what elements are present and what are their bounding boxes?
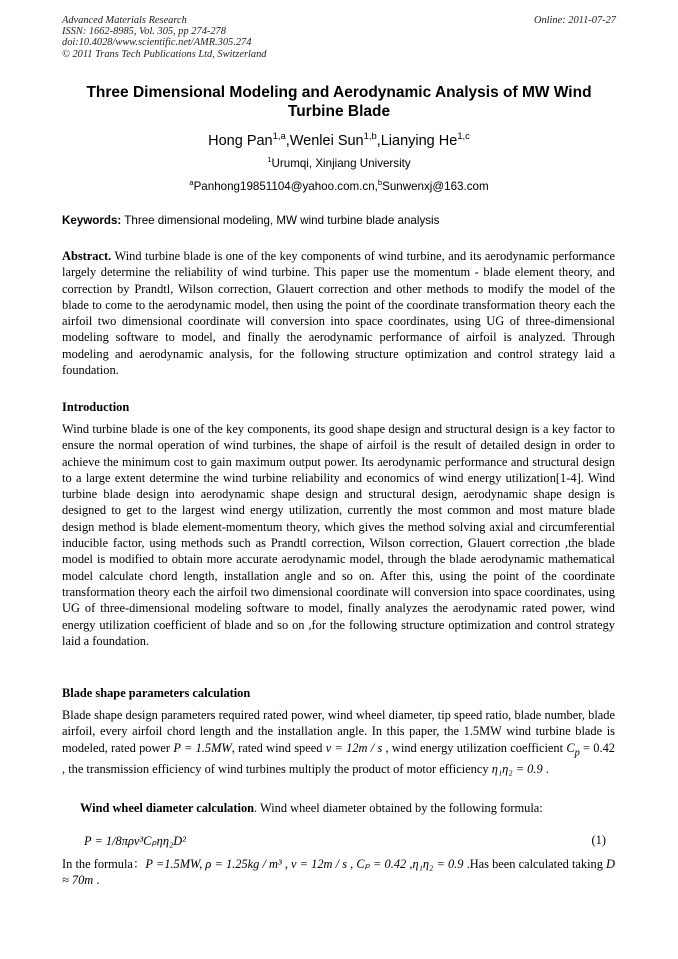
math-inline: C [566,740,575,755]
paper-title: Three Dimensional Modeling and Aerodynamic Analysis of MW Wind Turbine Blade [86,84,592,120]
abstract-text: Wind turbine blade is one of the key components of wind turbine, and its aerodynamic performance largely determine the reliability of wind turbine. This paper use the momentum - blade element theory, and correction by Prandtl, Wilson correction, Glauert correction and other methods to modify the model of the blade to come to the aerodynamic model, then using the point of the coordinate transformation theory each the airfoil two dimensional coordinate will conversion into space coordinates, using UG of three-dimensional modeling software to model, and finally the aerodynamic performance of airfoil is analyzed. Through modeling and aerodynamic analysis, for the following structure optimization and control strategy laid a foundation. [62,249,615,378]
math-inline: η₁η₂ = 0.9 [491,762,543,777]
abstract-label: Abstract. [62,249,112,263]
email-line [0,180,678,193]
blade-text: , rated wind speed [231,740,326,755]
math-inline: v = 12m / s [325,740,383,755]
equation-number: (1) [591,833,606,847]
blade-text: , wind energy utilization coefficient [382,740,567,755]
doi-line[interactable]: doi:10.4028/www.scientific.net/AMR.305.274 [62,37,252,49]
email-sup: b [377,178,383,188]
journal-name: Advanced Materials Research [62,15,187,26]
introduction-heading: Introduction [62,400,130,414]
affiliation [0,157,678,170]
author-name: Lianying He [380,133,458,149]
author-list: Hong Pan$^{1,a}$,Wenlei Sun$^{1,b}$,Lianying He$^{1,c}$ [208,130,470,149]
author-sup: 1,b [363,130,377,142]
issn-line: ISSN: 1662-8985, Vol. 305, pp 274-278 [62,26,226,38]
author-sup: 1,c [457,130,470,142]
diameter-subheading: Wind wheel diameter calculation [80,801,255,815]
math-inline: D ≈ 70m [62,857,615,888]
diameter-subsection [62,800,615,816]
author-name: Wenlei Sun [289,133,364,149]
abstract [62,248,615,378]
diameter-text: . Wind wheel diameter obtained by the following formula: [254,801,543,815]
journal-header [62,15,266,60]
affiliation-sup: 1 [267,155,272,165]
email-sup: a [189,178,194,188]
equation-1: P = 1/8πρv³Cₚηη₂D² [84,834,186,848]
math-inline: = 0.42 [579,740,615,755]
affiliation-text: Urumqi, Xinjiang University [271,157,411,170]
blade-text: , the transmission efficiency of wind turbines multiply the product of motor efficiency [62,762,492,777]
author-sup: 1,a [272,130,286,142]
formula-paragraph [62,856,615,889]
blade-text: . [542,762,549,777]
math-inline: P =1.5MW, ρ = 1.25kg / m³ , v = 12m / s , Cₚ = 0.42 ,η₁η₂ = 0.9 [145,857,464,871]
introduction-text: Wind turbine blade is one of the key components, its good shape design and structural design is a key factor to ensure the normal operation of wind turbines, the shape of airfoil is the result of detailed design in order to achieve the minimum cost to gain maximum output power. Its aerodynamic performance and structural design to a large extent determine the wind turbine reliability and economics of wind energy utilization[1-4]. Wind turbine blade design into aerodynamic shape design and structural design, aerodynamic shape design is designed to get to the largest wind energy utilization, currently the most common and most mature blade design method is blade element-momentum theory, which gives the method solving axial and circumferential inducible factor, using methods such as Prandtl correction, Wilson correction, Glauert correction ,the blade model is modified to obtain more accurate aerodynamic model, through the blade aerodynamic mathematical model calculate chord length, installation angle and so on. After this, using the point of the coordinate transformation theory each the airfoil two dimensional coordinate will conversion into space coordinates, using UG of three-dimensional modeling software to model, finally analyzes the aerodynamic rated power, wind energy utilization coefficient of blade and so on ,for the following structure optimization and control strategy laid a foundation. [62,422,615,648]
online-date: Online: 2011-07-27 [533,15,616,26]
blade-text: Blade shape design parameters required rated power, wind wheel diameter, tip speed ratio, blade number, blade airfoil, every airfoil chord length and the installation angle. In this paper, the 1.5MW wind turbine blade is modeled, rated power [62,708,615,755]
math-sub: p [574,747,580,759]
formula-text: In the formula： [62,857,146,871]
author-name: Hong Pan [208,133,273,149]
formula-text: .Has been calculated taking [463,857,607,871]
keywords-label: Keywords: [62,214,122,227]
formula-text: . [93,873,100,888]
copyright-line: © 2011 Trans Tech Publications Ltd, Switzerland [62,48,267,60]
email-link[interactable]: Sunwenxj@163.com [382,180,489,193]
email-link[interactable]: Panhong19851104@yahoo.com.cn, [193,180,378,193]
blade-heading: Blade shape parameters calculation [62,686,251,700]
blade-paragraph [62,707,615,778]
keywords-text: Three dimensional modeling, MW wind turbine blade analysis [124,214,440,227]
math-inline: P = 1.5MW [173,740,232,755]
keywords [62,214,439,227]
